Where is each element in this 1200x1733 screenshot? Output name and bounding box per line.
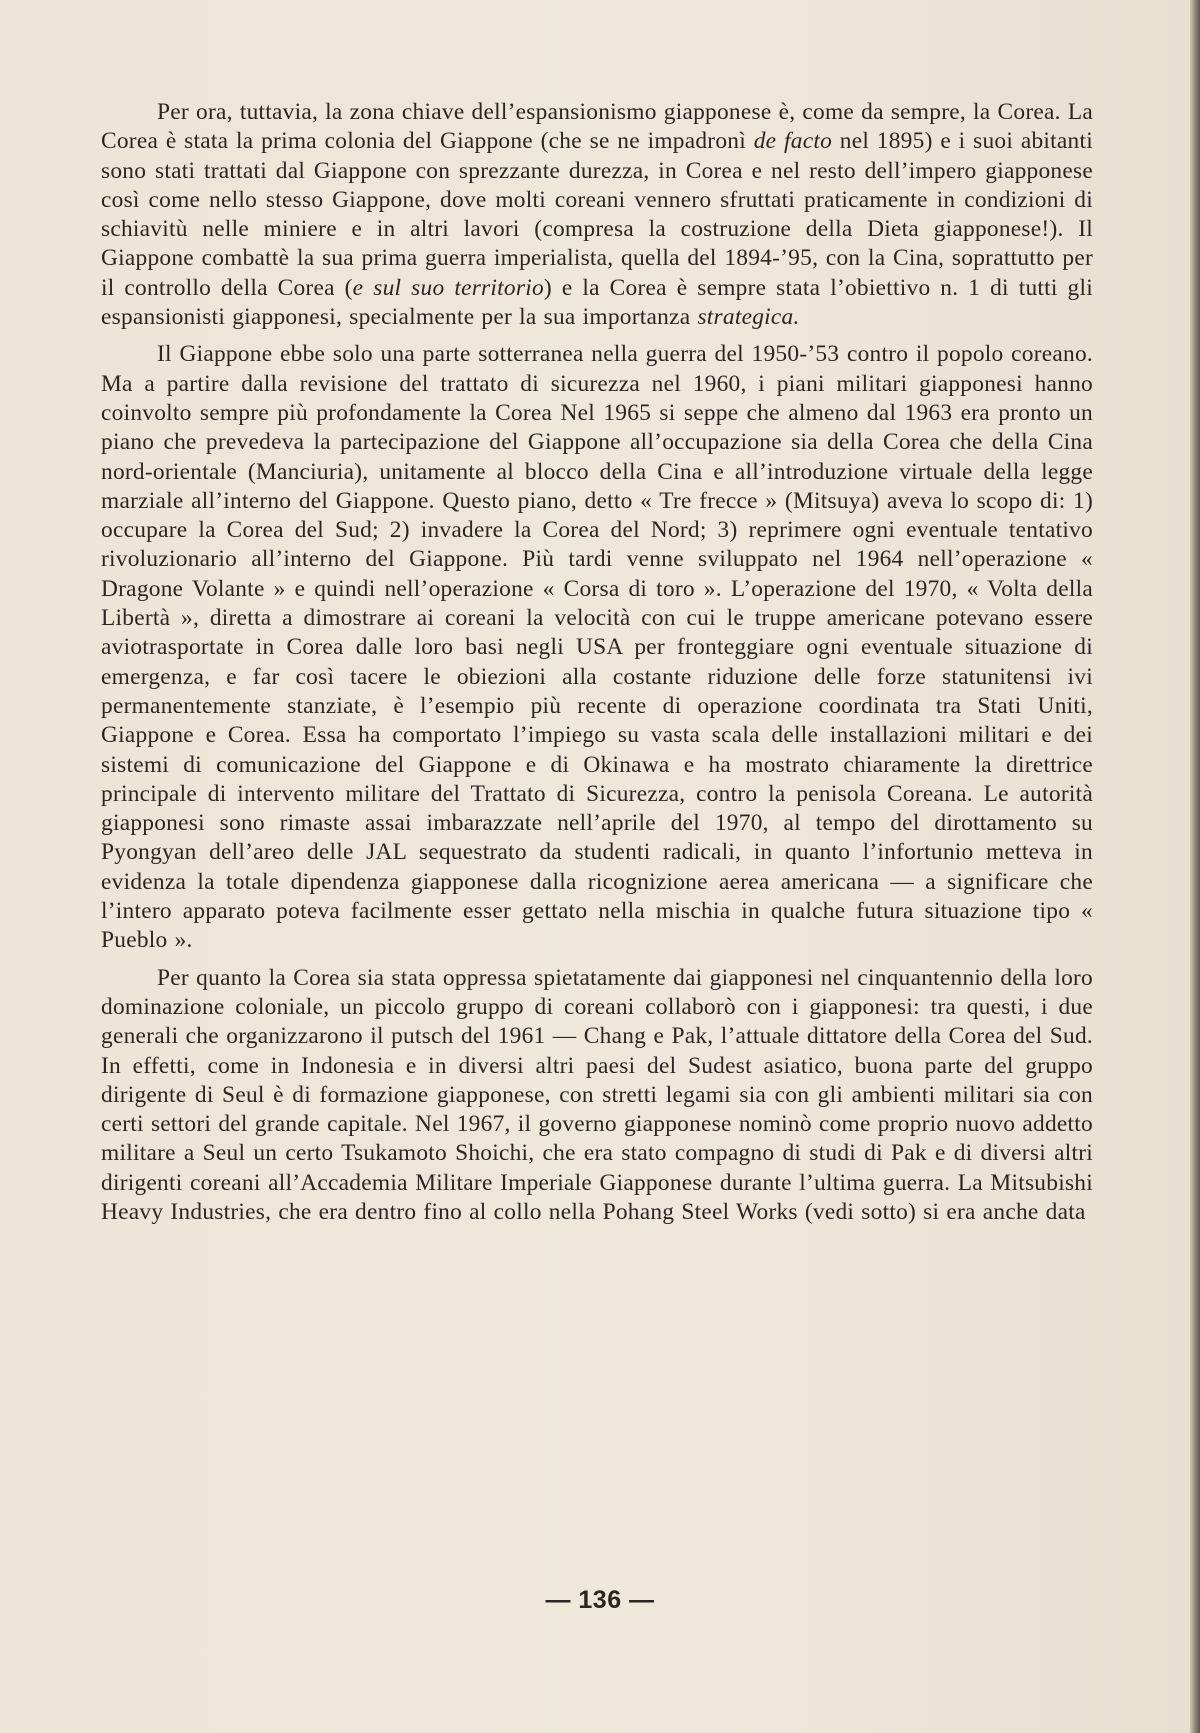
text-segment: Per ora, tuttavia, la zona chiave dell’espansionismo giapponese è, come da sempre, la Corea. La Corea è stata la prima colonia del Giappone (che se ne impadronì bbox=[101, 99, 1094, 155]
paragraph-corea-colonia bbox=[101, 98, 1093, 332]
italic-segment: e sul suo territorio bbox=[352, 274, 544, 301]
italic-segment: de facto bbox=[753, 128, 833, 155]
text-segment: ) e la Corea è sempre stata l’obiettivo n. 1 di tutti gli espansionisti giapponesi, specialmente per la sua importanza bbox=[101, 274, 1094, 331]
text-segment: Il Giappone ebbe solo una parte sotterranea nella guerra del 1950-’53 contro il popolo coreano. Ma a partire dalla revisione del trattato di sicurezza nel 1960, i piani militari giapponesi hanno coinvolto sempre più profondamente la Corea Nel 1965 si seppe che almeno dal 1963 era pronto un piano che prevedeva la partecipazione del Giappone all’occupazione sia della Corea che della Cina nord-orientale (Manciuria), unitamente al blocco della Cina e all’introduzione virtuale della legge marziale all’interno del Giappone. Questo piano, detto « Tre frecce » (Mitsuya) aveva lo scopo di: 1) occupare la Corea del Sud; 2) invadere la Corea del Nord; 3) reprimere ogni eventuale tentativo rivoluzionario all’interno del Giappone. Più tardi venne sviluppato nel 1964 nell’operazione « Dragone Volante » e quindi nell’operazione « Corsa di toro ». L’operazione del 1970, « Volta della Libertà », diretta a dimostrare ai coreani la velocità con cui le truppe americane potevano essere aviotrasportate in Corea dalle loro basi negli USA per fronteggiare ogni eventuale situazione di emergenza, e far così tacere le obiezioni alla costante riduzione delle forze statunitensi ivi permanentemente stanziate, è l’esempio più recente di operazione coordinata tra Stati Uniti, Giappone e Corea. Essa ha comportato l’impiego su vasta scala delle installazioni militari e dei sistemi di comunicazione del Giappone e di Okinawa e ha mostrato chiaramente la direttrice principale di intervento militare del Trattato di Sicurezza, contro la penisola Coreana. Le autorità giapponesi sono rimaste assai imbarazzate nell’aprile del 1970, al tempo del dirottamento su Pyongyan dell’areo delle JAL sequestrato da studenti radicali, in quanto l’infortunio metteva in evidenza la totale dipendenza giapponese dalla ricognizione aerea americana — a significare che l’intero apparato poteva facilmente esser gettato nella mischia in qualche futura situazione tipo « Pueblo ». bbox=[101, 341, 1093, 954]
italic-segment: strategica. bbox=[697, 304, 800, 331]
page-edge-shadow bbox=[1190, 0, 1200, 1733]
page-number: — 136 — bbox=[545, 1586, 655, 1614]
text-segment: nel 1895) e i suoi abitanti sono stati trattati dal Giappone con sprezzante durezza, in Corea e nel resto dell’impero giapponese così come nello stesso Giappone, dove molti coreani vennero sfruttati praticamente in condizioni di schiavitù nelle miniere e in altri lavori (compresa la costruzione della Dieta giapponese!). Il Giappone combattè la sua prima guerra imperialista, quella del 1894-’95, con la Cina, soprattutto per il controllo della Corea ( bbox=[101, 128, 1093, 301]
paragraph-piani-militari bbox=[101, 340, 1093, 955]
text-segment: Per quanto la Corea sia stata oppressa spietatamente dai giapponesi nel cinquantennio della loro dominazione coloniale, un piccolo gruppo di coreani collaborò con i giapponesi: tra questi, i due generali che organizzarono il putsch del 1961 — Chang e Pak, l’attuale dittatore della Corea del Sud. In effetti, come in Indonesia e in diversi altri paesi del Sudest asiatico, buona parte del gruppo dirigente di Seul è di formazione giapponese, con stretti legami sia con gli ambienti militari sia con certi settori del grande capitale. Nel 1967, il governo giapponese nominò come proprio nuovo addetto militare a Seul un certo Tsukamoto Shoichi, che era stato compagno di studi di Pak e di diversi altri dirigenti coreani all’Accademia Militare Imperiale Giapponese durante l’ultima guerra. La Mitsubishi Heavy Industries, che era dentro fino al collo nella Pohang Steel Works (vedi sotto) si era anche data bbox=[101, 964, 1093, 1225]
paragraph-collaborazionisti bbox=[101, 964, 1093, 1228]
body-text bbox=[101, 98, 1093, 1227]
